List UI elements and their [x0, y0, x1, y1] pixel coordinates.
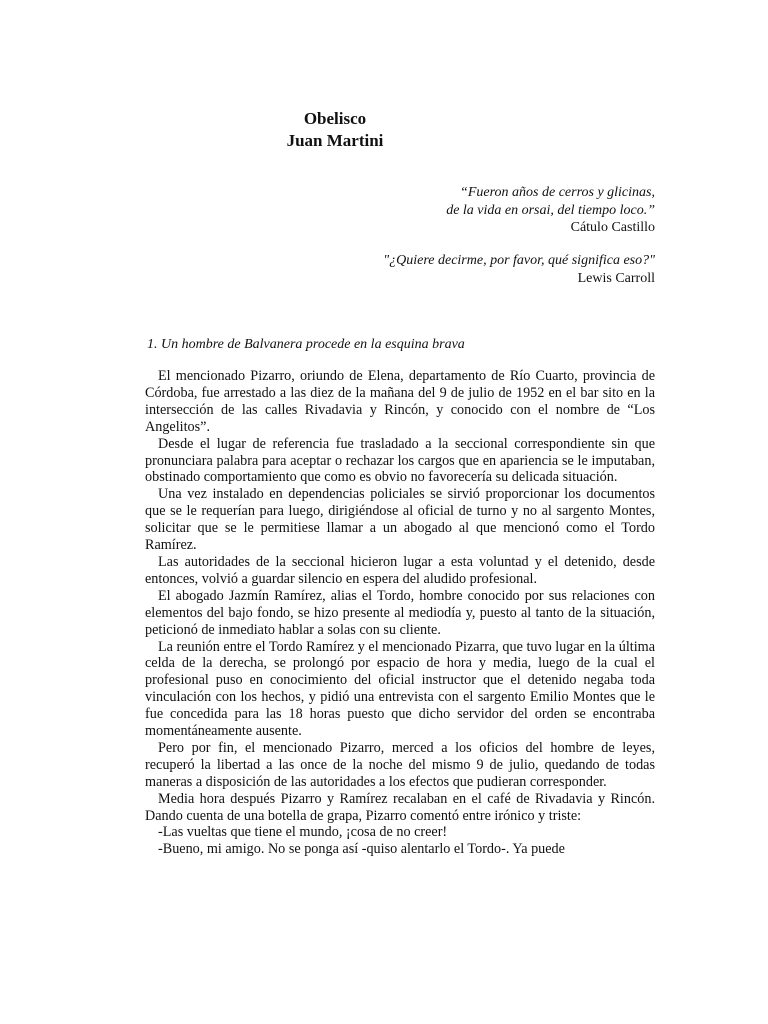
epigraph-castillo	[446, 184, 655, 237]
paragraph: Media hora después Pizarro y Ramírez recalaban en el café de Rivadavia y Rincón. Dando cuenta de una botella de grapa, Pizarro comentó entre irónico y triste:	[145, 790, 655, 824]
paragraph: El mencionado Pizarro, oriundo de Elena, departamento de Río Cuarto, provincia de Córdoba, fue arrestado a las diez de la mañana del 9 de julio de 1952 en el bar sito en la intersección de las calles Rivadavia y Rincón, y conocido con el nombre de “Los Angelitos”.	[145, 368, 655, 435]
section-heading: 1. Un hombre de Balvanera procede en la esquina brava	[147, 337, 465, 352]
paragraph: La reunión entre el Tordo Ramírez y el mencionado Pizarra, que tuvo lugar en la última celda de la derecha, se prolongó por espacio de hora y media, luego de la cual el profesional puso en conocimiento del oficial instructor que el detenido negaba toda vinculación con los hechos, y pidió una entrevista con el sargento Emilio Montes que le fue concedida para las 18 horas puesto que dicho servidor del orden se encontraba momentáneamente ausente.	[145, 638, 655, 740]
paragraph: Pero por fin, el mencionado Pizarro, merced a los oficios del hombre de leyes, recuperó la libertad a las once de la noche del mismo 9 de julio, quedando de todas maneras a disposición de las autoridades a los efectos que pudieran corresponder.	[145, 739, 655, 790]
dialogue-line: -Las vueltas que tiene el mundo, ¡cosa de no creer!	[158, 824, 448, 841]
epigraph-quote-line: "¿Quiere decirme, por favor, qué significa eso?"	[383, 253, 655, 268]
title-block	[250, 108, 420, 152]
epigraph-attribution: Cátulo Castillo	[570, 220, 655, 235]
paragraph: Desde el lugar de referencia fue trasladado a la seccional correspondiente sin que pronunciara palabra para aceptar o rechazar los cargos que en apariencia se le imputaban, obstinado comportamiento que como es obvio no favorecería su delicada situación.	[145, 435, 655, 486]
epigraph-quote-line: “Fueron años de cerros y glicinas,	[460, 185, 655, 200]
epigraph-attribution: Lewis Carroll	[577, 270, 655, 286]
body-text	[145, 368, 655, 858]
dialogue-line: -Bueno, mi amigo. No se ponga así -quiso alentarlo el Tordo-. Ya puede	[158, 841, 565, 858]
epigraph-carroll	[383, 252, 655, 287]
epigraph-quote-line: de la vida en orsai, del tiempo loco.”	[446, 202, 655, 218]
paragraph: El abogado Jazmín Ramírez, alias el Tordo, hombre conocido por sus relaciones con elementos del bajo fondo, se hizo presente al mediodía y, puesto al tanto de la situación, peticionó de inmediato hablar a solas con su cliente.	[145, 587, 655, 638]
document-title: Obelisco	[303, 109, 367, 128]
paragraph: Las autoridades de la seccional hicieron lugar a esta voluntad y el detenido, desde entonces, volvió a guardar silencio en espera del aludido profesional.	[145, 553, 655, 587]
document-author: Juan Martini	[286, 131, 384, 150]
paragraph: Una vez instalado en dependencias policiales se sirvió proporcionar los documentos que se le requerían para luego, dirigiéndose al oficial de turno y no al sargento Montes, solicitar que se le permitiese llamar a un abogado al que mencionó como el Tordo Ramírez.	[145, 486, 655, 554]
